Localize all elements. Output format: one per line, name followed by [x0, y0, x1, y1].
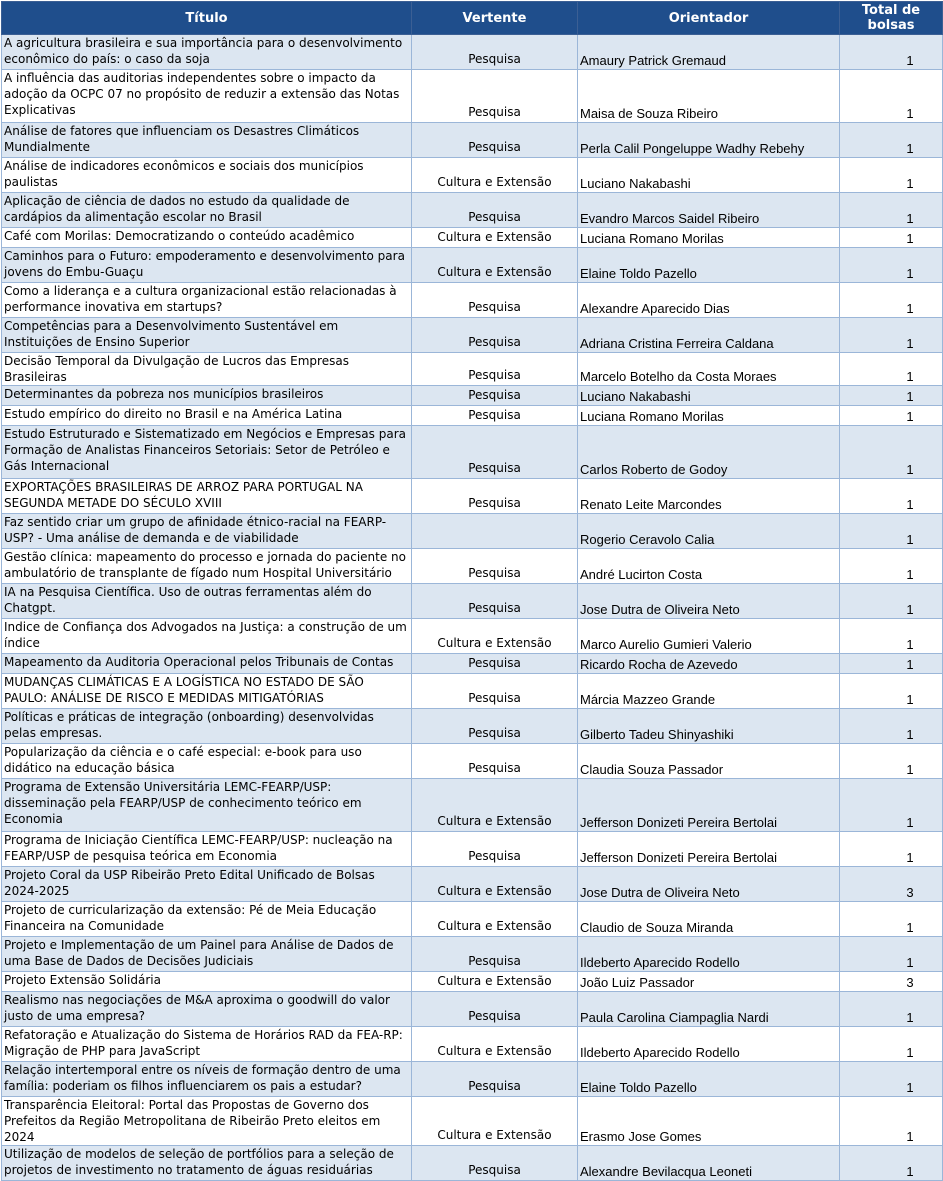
cell-total: 1: [840, 1097, 943, 1146]
cell-title: Análise de fatores que influenciam os Desastres Climáticos Mundialmente: [2, 123, 412, 158]
cell-title: Refatoração e Atualização do Sistema de Horários RAD da FEA-RP: Migração de PHP para JavaScript: [2, 1027, 412, 1062]
cell-orientador: Evandro Marcos Saidel Ribeiro: [578, 193, 840, 228]
cell-total: 1: [840, 479, 943, 514]
cell-vertente: Cultura e Extensão: [412, 1027, 578, 1062]
cell-vertente: Pesquisa: [412, 318, 578, 353]
cell-orientador: Jose Dutra de Oliveira Neto: [578, 867, 840, 902]
cell-title: Utilização de modelos de seleção de portfólios para a seleção de projetos de investimento no tratamento de águas residuárias: [2, 1146, 412, 1181]
cell-vertente: Pesquisa: [412, 283, 578, 318]
cell-vertente: Cultura e Extensão: [412, 228, 578, 248]
cell-vertente: Cultura e Extensão: [412, 1097, 578, 1146]
cell-vertente: Cultura e Extensão: [412, 158, 578, 193]
cell-orientador: Gilberto Tadeu Shinyashiki: [578, 709, 840, 744]
cell-total: 1: [840, 744, 943, 779]
table-row: [2, 654, 943, 674]
cell-orientador: Carlos Roberto de Godoy: [578, 426, 840, 479]
table-row: [2, 549, 943, 584]
cell-vertente: Pesquisa: [412, 584, 578, 619]
cell-orientador: Jefferson Donizeti Pereira Bertolai: [578, 832, 840, 867]
table-row: [2, 902, 943, 937]
table-row: [2, 1027, 943, 1062]
cell-title: Como a liderança e a cultura organizacional estão relacionadas à performance inovativa em startups?: [2, 283, 412, 318]
cell-vertente: Pesquisa: [412, 992, 578, 1027]
table-row: [2, 514, 943, 549]
cell-orientador: Erasmo Jose Gomes: [578, 1097, 840, 1146]
cell-vertente: Pesquisa: [412, 1146, 578, 1181]
cell-orientador: Rogerio Ceravolo Calia: [578, 514, 840, 549]
cell-vertente: Cultura e Extensão: [412, 972, 578, 992]
table-row: [2, 158, 943, 193]
table-row: [2, 1062, 943, 1097]
cell-total: 1: [840, 779, 943, 832]
cell-title: Estudo empírico do direito no Brasil e na América Latina: [2, 406, 412, 426]
table-row: [2, 744, 943, 779]
cell-total: 1: [840, 514, 943, 549]
cell-title: Análise de indicadores econômicos e sociais dos municípios paulistas: [2, 158, 412, 193]
table-row: [2, 779, 943, 832]
cell-title: Faz sentido criar um grupo de afinidade étnico-racial na FEARP-USP? - Uma análise de demanda e de viabilidade: [2, 514, 412, 549]
cell-orientador: Marcelo Botelho da Costa Moraes: [578, 353, 840, 386]
cell-total: 1: [840, 283, 943, 318]
cell-orientador: Claudia Souza Passador: [578, 744, 840, 779]
cell-vertente: Pesquisa: [412, 35, 578, 70]
cell-total: 1: [840, 158, 943, 193]
table-row: [2, 123, 943, 158]
cell-title: A influência das auditorias independentes sobre o impacto da adoção da OCPC 07 no propósito de reduzir a extensão das Notas Explicativas: [2, 70, 412, 123]
header-orientador: Orientador: [578, 2, 840, 35]
cell-orientador: Paula Carolina Ciampaglia Nardi: [578, 992, 840, 1027]
cell-vertente: Pesquisa: [412, 479, 578, 514]
cell-title: Gestão clínica: mapeamento do processo e jornada do paciente no ambulatório de transplante de fígado num Hospital Universitário: [2, 549, 412, 584]
cell-total: 1: [840, 318, 943, 353]
cell-orientador: Alexandre Bevilacqua Leoneti: [578, 1146, 840, 1181]
cell-vertente: Pesquisa: [412, 654, 578, 674]
cell-orientador: André Lucirton Costa: [578, 549, 840, 584]
cell-vertente: Pesquisa: [412, 386, 578, 406]
cell-vertente: Pesquisa: [412, 832, 578, 867]
table-row: [2, 406, 943, 426]
header-row: [2, 2, 943, 35]
cell-total: 1: [840, 832, 943, 867]
table-row: [2, 1146, 943, 1181]
cell-total: 3: [840, 867, 943, 902]
table-row: [2, 35, 943, 70]
header-title: Título: [2, 2, 412, 35]
cell-orientador: Ildeberto Aparecido Rodello: [578, 937, 840, 972]
cell-total: 1: [840, 406, 943, 426]
cell-total: 1: [840, 902, 943, 937]
cell-title: Políticas e práticas de integração (onboarding) desenvolvidas pelas empresas.: [2, 709, 412, 744]
cell-orientador: Luciana Romano Morilas: [578, 228, 840, 248]
cell-title: Relação intertemporal entre os níveis de formação dentro de uma família: poderiam os filhos influenciarem os pais a estudar?: [2, 1062, 412, 1097]
cell-total: 1: [840, 619, 943, 654]
table-row: [2, 972, 943, 992]
cell-total: 1: [840, 123, 943, 158]
cell-orientador: Elaine Toldo Pazello: [578, 1062, 840, 1097]
table-row: [2, 584, 943, 619]
cell-total: 1: [840, 584, 943, 619]
table-row: [2, 619, 943, 654]
cell-total: 1: [840, 709, 943, 744]
cell-title: Café com Morilas: Democratizando o conteúdo acadêmico: [2, 228, 412, 248]
cell-title: Decisão Temporal da Divulgação de Lucros das Empresas Brasileiras: [2, 353, 412, 386]
cell-vertente: Pesquisa: [412, 123, 578, 158]
cell-orientador: Elaine Toldo Pazello: [578, 248, 840, 283]
cell-vertente: Cultura e Extensão: [412, 902, 578, 937]
cell-orientador: Jefferson Donizeti Pereira Bertolai: [578, 779, 840, 832]
cell-total: 1: [840, 248, 943, 283]
cell-total: 3: [840, 972, 943, 992]
cell-title: Determinantes da pobreza nos municípios brasileiros: [2, 386, 412, 406]
cell-orientador: Luciana Romano Morilas: [578, 406, 840, 426]
cell-title: Projeto de curricularização da extensão: Pé de Meia Educação Financeira na Comunidade: [2, 902, 412, 937]
cell-total: 1: [840, 549, 943, 584]
table-row: [2, 937, 943, 972]
cell-vertente: Pesquisa: [412, 674, 578, 709]
cell-total: 1: [840, 1027, 943, 1062]
table-row: [2, 867, 943, 902]
cell-vertente: Pesquisa: [412, 406, 578, 426]
cell-vertente: Pesquisa: [412, 744, 578, 779]
scholarship-table: [1, 1, 943, 1181]
cell-orientador: Adriana Cristina Ferreira Caldana: [578, 318, 840, 353]
cell-orientador: Renato Leite Marcondes: [578, 479, 840, 514]
cell-orientador: Alexandre Aparecido Dias: [578, 283, 840, 318]
table-row: [2, 674, 943, 709]
cell-title: EXPORTAÇÕES BRASILEIRAS DE ARROZ PARA PORTUGAL NA SEGUNDA METADE DO SÉCULO XVIII: [2, 479, 412, 514]
cell-title: Popularização da ciência e o café especial: e-book para uso didático na educação básica: [2, 744, 412, 779]
cell-vertente: Cultura e Extensão: [412, 248, 578, 283]
cell-title: MUDANÇAS CLIMÁTICAS E A LOGÍSTICA NO ESTADO DE SÃO PAULO: ANÁLISE DE RISCO E MEDIDAS MITIGATÓRIAS: [2, 674, 412, 709]
cell-total: 1: [840, 1146, 943, 1181]
table-row: [2, 70, 943, 123]
cell-vertente: Pesquisa: [412, 70, 578, 123]
cell-vertente: Pesquisa: [412, 1062, 578, 1097]
cell-total: 1: [840, 992, 943, 1027]
table-row: [2, 426, 943, 479]
cell-total: 1: [840, 35, 943, 70]
table-row: [2, 353, 943, 386]
table-row: [2, 1097, 943, 1146]
cell-title: Programa de Iniciação Científica LEMC-FEARP/USP: nucleação na FEARP/USP de pesquisa teórica em Economia: [2, 832, 412, 867]
cell-total: 1: [840, 193, 943, 228]
cell-title: Projeto e Implementação de um Painel para Análise de Dados de uma Base de Dados de Decisões Judiciais: [2, 937, 412, 972]
cell-total: 1: [840, 937, 943, 972]
table-row: [2, 832, 943, 867]
table-row: [2, 479, 943, 514]
cell-title: Indice de Confiança dos Advogados na Justiça: a construção de um índice: [2, 619, 412, 654]
cell-vertente: Cultura e Extensão: [412, 619, 578, 654]
table-row: [2, 283, 943, 318]
cell-orientador: João Luiz Passador: [578, 972, 840, 992]
cell-orientador: Jose Dutra de Oliveira Neto: [578, 584, 840, 619]
cell-vertente: Pesquisa: [412, 353, 578, 386]
cell-title: Projeto Coral da USP Ribeirão Preto Edital Unificado de Bolsas 2024-2025: [2, 867, 412, 902]
cell-vertente: Cultura e Extensão: [412, 867, 578, 902]
cell-title: Caminhos para o Futuro: empoderamento e desenvolvimento para jovens do Embu-Guaçu: [2, 248, 412, 283]
header-vertente: Vertente: [412, 2, 578, 35]
cell-orientador: Luciano Nakabashi: [578, 386, 840, 406]
cell-vertente: Pesquisa: [412, 549, 578, 584]
table-row: [2, 709, 943, 744]
cell-vertente: Pesquisa: [412, 426, 578, 479]
cell-title: Programa de Extensão Universitária LEMC-FEARP/USP: disseminação pela FEARP/USP de conhecimento teórico em Economia: [2, 779, 412, 832]
cell-title: Mapeamento da Auditoria Operacional pelos Tribunais de Contas: [2, 654, 412, 674]
cell-title: Projeto Extensão Solidária: [2, 972, 412, 992]
cell-title: Aplicação de ciência de dados no estudo da qualidade de cardápios da alimentação escolar no Brasil: [2, 193, 412, 228]
table-row: [2, 228, 943, 248]
cell-vertente: [412, 514, 578, 549]
table-row: [2, 248, 943, 283]
cell-vertente: Pesquisa: [412, 193, 578, 228]
cell-total: 1: [840, 70, 943, 123]
cell-total: 1: [840, 386, 943, 406]
cell-vertente: Cultura e Extensão: [412, 779, 578, 832]
cell-total: 1: [840, 654, 943, 674]
table-row: [2, 193, 943, 228]
table-row: [2, 386, 943, 406]
cell-title: Competências para a Desenvolvimento Sustentável em Instituições de Ensino Superior: [2, 318, 412, 353]
cell-vertente: Pesquisa: [412, 709, 578, 744]
cell-orientador: Luciano Nakabashi: [578, 158, 840, 193]
table-row: [2, 992, 943, 1027]
cell-title: IA na Pesquisa Científica. Uso de outras ferramentas além do Chatgpt.: [2, 584, 412, 619]
cell-title: A agricultura brasileira e sua importância para o desenvolvimento econômico do país: o caso da soja: [2, 35, 412, 70]
cell-title: Realismo nas negociações de M&A aproxima o goodwill do valor justo de uma empresa?: [2, 992, 412, 1027]
cell-total: 1: [840, 228, 943, 248]
cell-orientador: Ildeberto Aparecido Rodello: [578, 1027, 840, 1062]
cell-vertente: Pesquisa: [412, 937, 578, 972]
cell-orientador: Maisa de Souza Ribeiro: [578, 70, 840, 123]
cell-title: Transparência Eleitoral: Portal das Propostas de Governo dos Prefeitos da Região Metropolitana de Ribeirão Preto eleitos em 2024: [2, 1097, 412, 1146]
cell-total: 1: [840, 353, 943, 386]
table-row: [2, 318, 943, 353]
cell-orientador: Marco Aurelio Gumieri Valerio: [578, 619, 840, 654]
cell-orientador: Perla Calil Pongeluppe Wadhy Rebehy: [578, 123, 840, 158]
cell-orientador: Ricardo Rocha de Azevedo: [578, 654, 840, 674]
cell-orientador: Márcia Mazzeo Grande: [578, 674, 840, 709]
cell-orientador: Claudio de Souza Miranda: [578, 902, 840, 937]
cell-total: 1: [840, 1062, 943, 1097]
cell-title: Estudo Estruturado e Sistematizado em Negócios e Empresas para Formação de Analistas Financeiros Setoriais: Setor de Petróleo e Gás Internacional: [2, 426, 412, 479]
cell-orientador: Amaury Patrick Gremaud: [578, 35, 840, 70]
header-total: Total de bolsas: [840, 2, 943, 35]
cell-total: 1: [840, 426, 943, 479]
cell-total: 1: [840, 674, 943, 709]
